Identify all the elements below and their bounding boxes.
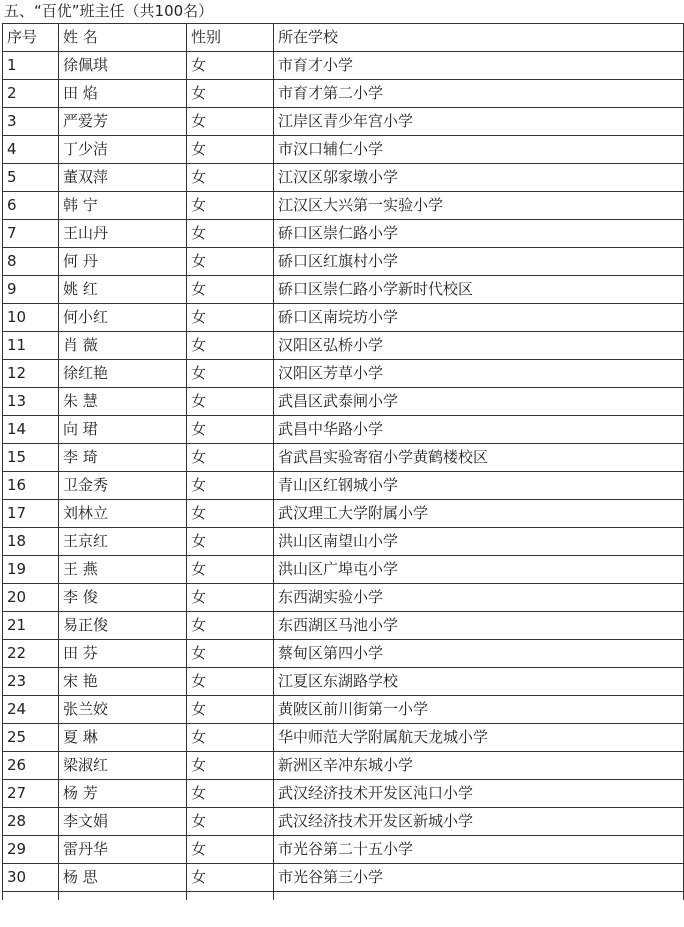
cell-school: 硚口区红旗村小学 (274, 248, 684, 276)
cell-gender: 女 (187, 864, 274, 892)
table-row (3, 444, 684, 472)
table-row (3, 640, 684, 668)
cell-name: 雷丹华 (59, 836, 187, 864)
cell-gender: 女 (187, 248, 274, 276)
cell-school: 江汉区邬家墩小学 (274, 164, 684, 192)
cell-index: 7 (3, 220, 59, 248)
header-school: 所在学校 (274, 24, 684, 52)
table-row (3, 360, 684, 388)
table-row (3, 388, 684, 416)
cell-school: 硚口区崇仁路小学新时代校区 (274, 276, 684, 304)
cell-school: 东西湖实验小学 (274, 584, 684, 612)
cell-school: 市育才第二小学 (274, 80, 684, 108)
cell-gender: 女 (187, 220, 274, 248)
cell-school: 武汉理工大学附属小学 (274, 500, 684, 528)
page-title: 五、“百优”班主任（共100名） (4, 2, 214, 20)
cell-school: 硚口区南垸坊小学 (274, 304, 684, 332)
cell-gender: 女 (187, 332, 274, 360)
cell-name: 刘林立 (59, 500, 187, 528)
cell-index: 4 (3, 136, 59, 164)
cell-school: 武汉经济技术开发区新城小学 (274, 808, 684, 836)
header-gender: 性别 (187, 24, 274, 52)
cell-index: 2 (3, 80, 59, 108)
cell-school: 市光谷第三小学 (274, 864, 684, 892)
cell-name: 徐佩琪 (59, 52, 187, 80)
cell-gender: 女 (187, 192, 274, 220)
table-row (3, 780, 684, 808)
table-header-row (3, 24, 684, 52)
cell-school: 省武昌实验寄宿小学黄鹤楼校区 (274, 444, 684, 472)
cell-index: 16 (3, 472, 59, 500)
cell-gender: 女 (187, 388, 274, 416)
cell-gender: 女 (187, 584, 274, 612)
table-row (3, 192, 684, 220)
cell-gender: 女 (187, 640, 274, 668)
cell-gender: 女 (187, 780, 274, 808)
cell-name: 董双萍 (59, 164, 187, 192)
table-row-cutoff (3, 892, 684, 901)
table-row (3, 584, 684, 612)
cell-index: 24 (3, 696, 59, 724)
cell-index: 13 (3, 388, 59, 416)
cell-name: 杨 思 (59, 864, 187, 892)
cell-index: 8 (3, 248, 59, 276)
cell-index: 22 (3, 640, 59, 668)
cell-name: 田 芬 (59, 640, 187, 668)
cell-index: 23 (3, 668, 59, 696)
cell-gender: 女 (187, 276, 274, 304)
cell-school: 洪山区南望山小学 (274, 528, 684, 556)
cell-index: 12 (3, 360, 59, 388)
table-row (3, 416, 684, 444)
cell-gender: 女 (187, 724, 274, 752)
cell-name: 梁淑红 (59, 752, 187, 780)
header-name: 姓 名 (59, 24, 187, 52)
cell-name: 肖 薇 (59, 332, 187, 360)
table-row (3, 668, 684, 696)
cell-name: 丁少洁 (59, 136, 187, 164)
cell-gender: 女 (187, 360, 274, 388)
cell-gender: 女 (187, 668, 274, 696)
cell-school: 黄陂区前川街第一小学 (274, 696, 684, 724)
cell-gender: 女 (187, 556, 274, 584)
table-row (3, 724, 684, 752)
cell-name: 宋 艳 (59, 668, 187, 696)
cell-index: 5 (3, 164, 59, 192)
cell-index: 21 (3, 612, 59, 640)
cell-school: 东西湖区马池小学 (274, 612, 684, 640)
cell-name: 张兰姣 (59, 696, 187, 724)
table-row (3, 80, 684, 108)
cell-school: 武汉经济技术开发区沌口小学 (274, 780, 684, 808)
table-row (3, 472, 684, 500)
cell-school: 汉阳区芳草小学 (274, 360, 684, 388)
cell-empty (3, 892, 59, 901)
cell-school: 江汉区大兴第一实验小学 (274, 192, 684, 220)
cell-school: 新洲区辛冲东城小学 (274, 752, 684, 780)
cell-gender: 女 (187, 500, 274, 528)
table-row (3, 332, 684, 360)
table-row (3, 164, 684, 192)
cell-index: 18 (3, 528, 59, 556)
cell-index: 9 (3, 276, 59, 304)
cell-school: 硚口区崇仁路小学 (274, 220, 684, 248)
cell-gender: 女 (187, 164, 274, 192)
cell-name: 王 燕 (59, 556, 187, 584)
cell-gender: 女 (187, 752, 274, 780)
cell-name: 韩 宁 (59, 192, 187, 220)
cell-name: 王京红 (59, 528, 187, 556)
cell-index: 29 (3, 836, 59, 864)
cell-school: 青山区红钢城小学 (274, 472, 684, 500)
table-row (3, 220, 684, 248)
cell-name: 向 珺 (59, 416, 187, 444)
cell-index: 19 (3, 556, 59, 584)
teacher-table (2, 23, 684, 900)
cell-name: 徐红艳 (59, 360, 187, 388)
cell-school: 市育才小学 (274, 52, 684, 80)
header-index: 序号 (3, 24, 59, 52)
table-row (3, 528, 684, 556)
cell-name: 严爱芳 (59, 108, 187, 136)
table-row (3, 696, 684, 724)
cell-name: 朱 慧 (59, 388, 187, 416)
table-row (3, 500, 684, 528)
cell-gender: 女 (187, 52, 274, 80)
table-row (3, 612, 684, 640)
table-row (3, 52, 684, 80)
cell-name: 杨 芳 (59, 780, 187, 808)
cell-name: 田 焰 (59, 80, 187, 108)
cell-index: 20 (3, 584, 59, 612)
table-row (3, 276, 684, 304)
cell-gender: 女 (187, 444, 274, 472)
cell-school: 市汉口辅仁小学 (274, 136, 684, 164)
cell-school: 华中师范大学附属航天龙城小学 (274, 724, 684, 752)
cell-gender: 女 (187, 528, 274, 556)
table-row (3, 808, 684, 836)
table-row (3, 752, 684, 780)
cell-name: 卫金秀 (59, 472, 187, 500)
cell-index: 10 (3, 304, 59, 332)
cell-index: 26 (3, 752, 59, 780)
cell-empty (274, 892, 684, 901)
table-row (3, 864, 684, 892)
cell-gender: 女 (187, 304, 274, 332)
cell-school: 蔡甸区第四小学 (274, 640, 684, 668)
table-body (3, 52, 684, 901)
cell-gender: 女 (187, 108, 274, 136)
cell-gender: 女 (187, 808, 274, 836)
cell-school: 江岸区青少年宫小学 (274, 108, 684, 136)
cell-gender: 女 (187, 416, 274, 444)
cell-index: 17 (3, 500, 59, 528)
cell-name: 夏 琳 (59, 724, 187, 752)
cell-name: 李文娟 (59, 808, 187, 836)
cell-index: 6 (3, 192, 59, 220)
table-row (3, 136, 684, 164)
cell-school: 洪山区广埠屯小学 (274, 556, 684, 584)
cell-index: 11 (3, 332, 59, 360)
cell-gender: 女 (187, 136, 274, 164)
table-row (3, 556, 684, 584)
cell-index: 25 (3, 724, 59, 752)
cell-gender: 女 (187, 472, 274, 500)
cell-name: 易正俊 (59, 612, 187, 640)
cell-gender: 女 (187, 612, 274, 640)
table-row (3, 836, 684, 864)
cell-empty (59, 892, 187, 901)
cell-name: 姚 红 (59, 276, 187, 304)
cell-gender: 女 (187, 836, 274, 864)
cell-index: 30 (3, 864, 59, 892)
cell-name: 何 丹 (59, 248, 187, 276)
cell-index: 14 (3, 416, 59, 444)
cell-school: 武昌区武泰闸小学 (274, 388, 684, 416)
cell-index: 28 (3, 808, 59, 836)
cell-gender: 女 (187, 696, 274, 724)
table-row (3, 108, 684, 136)
cell-name: 王山丹 (59, 220, 187, 248)
cell-gender: 女 (187, 80, 274, 108)
cell-index: 27 (3, 780, 59, 808)
cell-index: 15 (3, 444, 59, 472)
cell-index: 3 (3, 108, 59, 136)
table-row (3, 248, 684, 276)
cell-school: 市光谷第二十五小学 (274, 836, 684, 864)
cell-school: 江夏区东湖路学校 (274, 668, 684, 696)
cell-name: 李 琦 (59, 444, 187, 472)
cell-name: 何小红 (59, 304, 187, 332)
cell-school: 汉阳区弘桥小学 (274, 332, 684, 360)
cell-empty (187, 892, 274, 901)
cell-index: 1 (3, 52, 59, 80)
table-row (3, 304, 684, 332)
cell-name: 李 俊 (59, 584, 187, 612)
cell-school: 武昌中华路小学 (274, 416, 684, 444)
